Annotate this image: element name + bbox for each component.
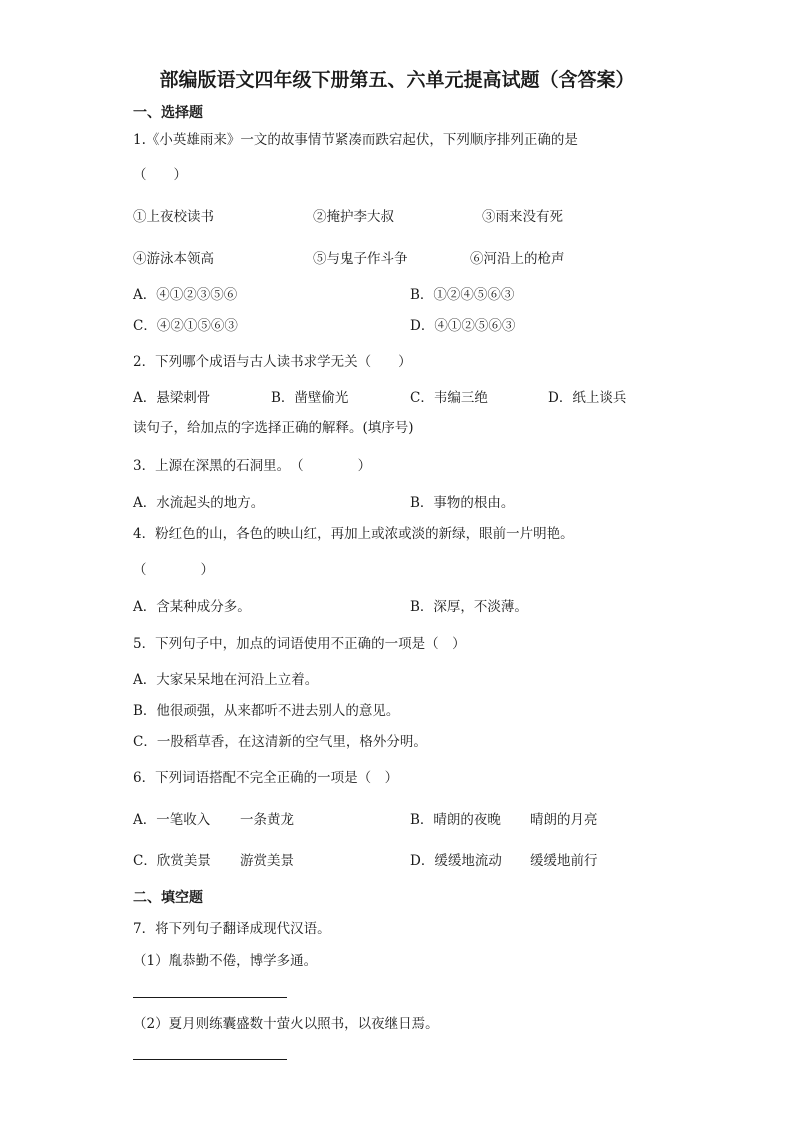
question-5-stem: 5．下列句子中，加点的词语使用不正确的一项是（ ） — [133, 636, 466, 652]
question-1-blank: （ ） — [133, 167, 187, 183]
q6-option-b-second: 晴朗的月亮 — [530, 812, 598, 828]
q4-option-b[interactable]: B．深厚，不淡薄。 — [410, 599, 528, 615]
q1-event-2: ②掩护李大叔 — [313, 209, 394, 225]
q1-option-b[interactable]: B．①②④⑤⑥③ — [410, 287, 515, 303]
q5-option-b[interactable]: B．他很顽强，从来都听不进去别人的意见。 — [133, 703, 400, 719]
q2-option-d[interactable]: D．纸上谈兵 — [548, 390, 627, 406]
q4-option-a[interactable]: A．含某种成分多。 — [133, 599, 251, 615]
q7-answer-line-1[interactable] — [133, 997, 287, 998]
q7-part-1: （1）胤恭勤不倦，博学多通。 — [133, 953, 318, 969]
question-1-stem: 1.《小英雄雨来》一文的故事情节紧凑而跌宕起伏，下列顺序排列正确的是 — [133, 132, 578, 148]
page-title: 部编版语文四年级下册第五、六单元提高试题（含答案） — [159, 69, 635, 91]
question-3-stem: 3．上源在深黑的石洞里。 （ ） — [133, 458, 372, 474]
q1-option-a[interactable]: A．④①②③⑤⑥ — [133, 287, 238, 303]
q1-event-1: ①上夜校读书 — [133, 209, 214, 225]
q1-option-d[interactable]: D．④①②⑤⑥③ — [410, 318, 516, 334]
q6-option-d-second: 缓缓地前行 — [530, 853, 598, 869]
question-7-stem: 7．将下列句子翻译成现代汉语。 — [133, 921, 331, 937]
q6-option-b[interactable]: B．晴朗的夜晚 — [410, 812, 501, 828]
question-2-stem: 2．下列哪个成语与古人读书求学无关（ ） — [133, 354, 412, 370]
q2-option-c[interactable]: C．韦编三绝 — [410, 390, 488, 406]
q6-option-c[interactable]: C．欣赏美景 — [133, 853, 211, 869]
q6-option-a-second: 一条黄龙 — [240, 812, 294, 828]
q1-event-6: ⑥河沿上的枪声 — [470, 251, 565, 267]
q5-option-c[interactable]: C．一股稻草香，在这清新的空气里，格外分明。 — [133, 734, 427, 750]
instruction-text: 读句子，给加点的字选择正确的解释。(填序号) — [133, 420, 414, 436]
q7-part-2: （2）夏月则练囊盛数十萤火以照书，以夜继日焉。 — [133, 1016, 439, 1032]
q2-option-a[interactable]: A．悬梁刺骨 — [133, 390, 211, 406]
q1-option-c[interactable]: C．④②①⑤⑥③ — [133, 318, 238, 334]
q3-option-a[interactable]: A．水流起头的地方。 — [133, 495, 265, 511]
section-heading-choice: 一、选择题 — [133, 105, 203, 121]
q3-option-b[interactable]: B．事物的根由。 — [410, 495, 515, 511]
question-4-blank: （ ） — [133, 562, 214, 578]
q7-answer-line-2[interactable] — [133, 1059, 287, 1060]
q1-event-3: ③雨来没有死 — [482, 209, 563, 225]
q6-option-d[interactable]: D．缓缓地流动 — [410, 853, 502, 869]
section-heading-fill: 二、填空题 — [133, 890, 203, 906]
q2-option-b[interactable]: B．凿壁偷光 — [271, 390, 349, 406]
question-4-stem: 4．粉红色的山，各色的映山红，再加上或浓或淡的新绿，眼前一片明艳。 — [133, 526, 574, 542]
q6-option-c-second: 游赏美景 — [240, 853, 294, 869]
question-6-stem: 6．下列词语搭配不完全正确的一项是（ ） — [133, 770, 399, 786]
q1-event-5: ⑤与鬼子作斗争 — [313, 251, 408, 267]
q6-option-a[interactable]: A．一笔收入 — [133, 812, 211, 828]
q1-event-4: ④游泳本领高 — [133, 251, 214, 267]
q5-option-a[interactable]: A．大家呆呆地在河沿上立着。 — [133, 672, 319, 688]
